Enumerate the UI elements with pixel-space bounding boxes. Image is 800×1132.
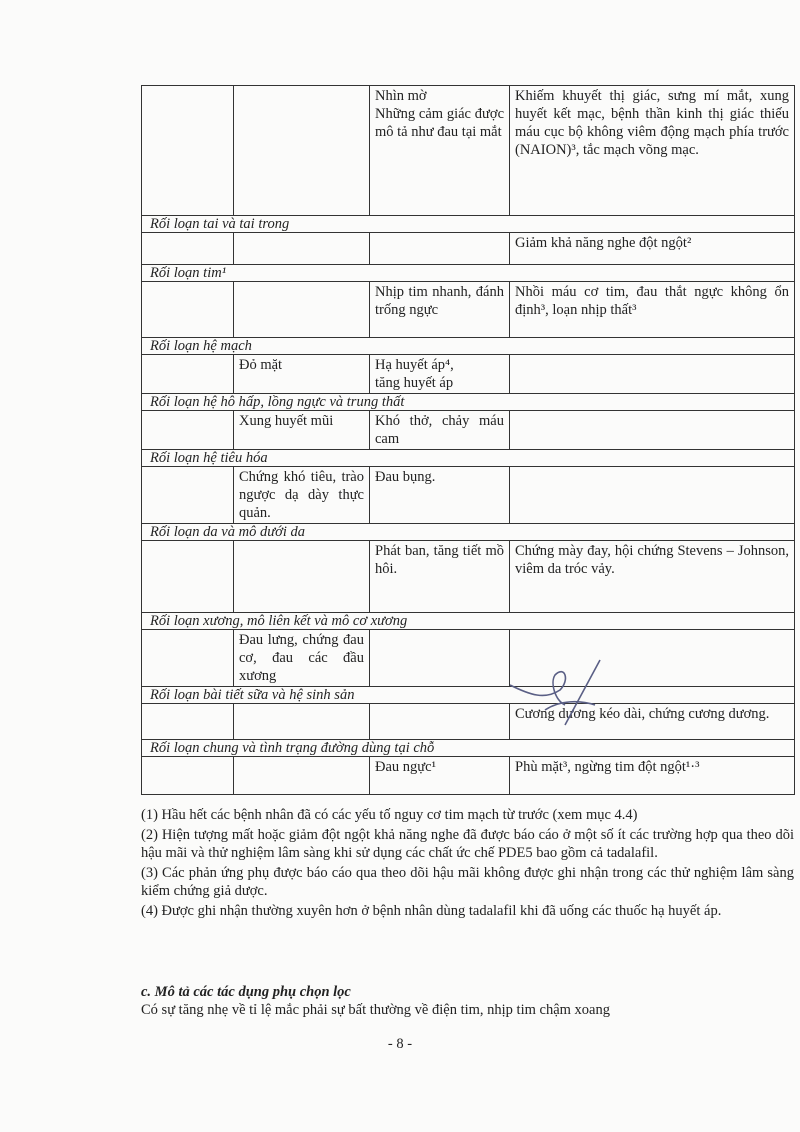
table-cell xyxy=(370,233,510,265)
group-row xyxy=(142,687,795,704)
table-row xyxy=(142,282,795,338)
table-cell xyxy=(234,233,370,265)
group-label: Rối loạn da và mô dưới da xyxy=(142,524,795,541)
table-cell: Nhồi máu cơ tim, đau thắt ngực không ổn định³, loạn nhịp thất³ xyxy=(510,282,795,338)
page-number: - 8 - xyxy=(387,1036,413,1052)
group-label: Rối loạn hệ tiêu hóa xyxy=(142,450,795,467)
table-cell: Đỏ mặt xyxy=(234,355,370,394)
table-cell: Khiếm khuyết thị giác, sưng mí mắt, xung huyết kết mạc, bệnh thần kinh thị giác thiếu máu cục bộ không viêm động mạch phía trước (NAION)³, tắc mạch võng mạc. xyxy=(510,86,795,216)
table-cell xyxy=(142,86,234,216)
section-heading: c. Mô tả các tác dụng phụ chọn lọc xyxy=(141,984,351,1000)
group-label: Rối loạn hệ hô hấp, lồng ngực và trung thất xyxy=(142,394,795,411)
table-cell xyxy=(142,233,234,265)
table-cell: Đau bụng. xyxy=(370,467,510,524)
table-cell: Chứng mày đay, hội chứng Stevens – Johnson, viêm da tróc vảy. xyxy=(510,541,795,613)
table-cell xyxy=(234,757,370,795)
table-cell xyxy=(370,704,510,740)
group-label: Rối loạn bài tiết sữa và hệ sinh sản xyxy=(142,687,795,704)
table-cell: Giảm khả năng nghe đột ngột² xyxy=(510,233,795,265)
group-row xyxy=(142,740,795,757)
table-cell: Nhìn mờ Những cảm giác được mô tả như đau tại mắt xyxy=(370,86,510,216)
table-row xyxy=(142,411,795,450)
footnote-4: (4) Được ghi nhận thường xuyên hơn ở bệnh nhân dùng tadalafil khi đã uống các thuốc hạ huyết áp. xyxy=(141,903,722,919)
table-cell xyxy=(510,411,795,450)
footnote-3: (3) Các phản ứng phụ được báo cáo qua theo dõi hậu mãi không được ghi nhận trong các thử nghiệm lâm sàng kiểm chứng giả dược. xyxy=(141,865,794,899)
table-cell: Chứng khó tiêu, trào ngược dạ dày thực quản. xyxy=(234,467,370,524)
group-label: Rối loạn tim¹ xyxy=(142,265,795,282)
footnote-1: (1) Hầu hết các bệnh nhân đã có các yếu tố nguy cơ tim mạch từ trước (xem mục 4.4) xyxy=(141,807,638,823)
table-row xyxy=(142,704,795,740)
table-cell: Đau ngực¹ xyxy=(370,757,510,795)
table-row xyxy=(142,233,795,265)
table-cell xyxy=(234,541,370,613)
table-cell xyxy=(234,704,370,740)
group-row xyxy=(142,265,795,282)
signature-mark xyxy=(505,655,615,740)
table-cell xyxy=(510,355,795,394)
table-cell xyxy=(142,704,234,740)
table-row xyxy=(142,86,795,216)
table-cell: Khó thở, chảy máu cam xyxy=(370,411,510,450)
table-cell xyxy=(142,282,234,338)
table-cell xyxy=(234,282,370,338)
group-row xyxy=(142,524,795,541)
table-cell xyxy=(234,86,370,216)
table-cell xyxy=(142,411,234,450)
group-label: Rối loạn tai và tai trong xyxy=(142,216,795,233)
group-label: Rối loạn hệ mạch xyxy=(142,338,795,355)
table-cell: Nhịp tim nhanh, đánh trống ngực xyxy=(370,282,510,338)
group-row xyxy=(142,338,795,355)
group-label: Rối loạn chung và tình trạng đường dùng tại chỗ xyxy=(142,740,795,757)
table-cell xyxy=(510,467,795,524)
section-paragraph: Có sự tăng nhẹ về tỉ lệ mắc phải sự bất thường về điện tim, nhịp tim chậm xoang xyxy=(141,1002,610,1018)
table-cell: Xung huyết mũi xyxy=(234,411,370,450)
table-cell: Phát ban, tăng tiết mồ hôi. xyxy=(370,541,510,613)
table-cell xyxy=(370,630,510,687)
group-row xyxy=(142,394,795,411)
table-cell xyxy=(142,467,234,524)
table-row xyxy=(142,541,795,613)
table-cell xyxy=(142,757,234,795)
table-cell: Đau lưng, chứng đau cơ, đau các đầu xương xyxy=(234,630,370,687)
footnotes xyxy=(141,806,794,922)
table-cell: Cương dương kéo dài, chứng cương dương. xyxy=(510,704,795,740)
table-row xyxy=(142,467,795,524)
table-cell xyxy=(142,355,234,394)
table-row xyxy=(142,757,795,795)
table-cell: Hạ huyết áp⁴, tăng huyết áp xyxy=(370,355,510,394)
table-row xyxy=(142,355,795,394)
group-row xyxy=(142,450,795,467)
footnote-2: (2) Hiện tượng mất hoặc giảm đột ngột khả năng nghe đã được báo cáo ở một số ít các trường hợp qua theo dõi hậu mãi và thử nghiệm lâm sàng khi sử dụng các chất ức chế PDE5 bao gồm cả tadalafil. xyxy=(141,827,794,861)
group-label: Rối loạn xương, mô liên kết và mô cơ xương xyxy=(142,613,795,630)
group-row xyxy=(142,613,795,630)
adverse-effects-table xyxy=(141,85,795,795)
table-row xyxy=(142,630,795,687)
table-cell: Phù mặt³, ngừng tim đột ngột¹·³ xyxy=(510,757,795,795)
table-cell xyxy=(142,541,234,613)
table-cell xyxy=(142,630,234,687)
group-row xyxy=(142,216,795,233)
